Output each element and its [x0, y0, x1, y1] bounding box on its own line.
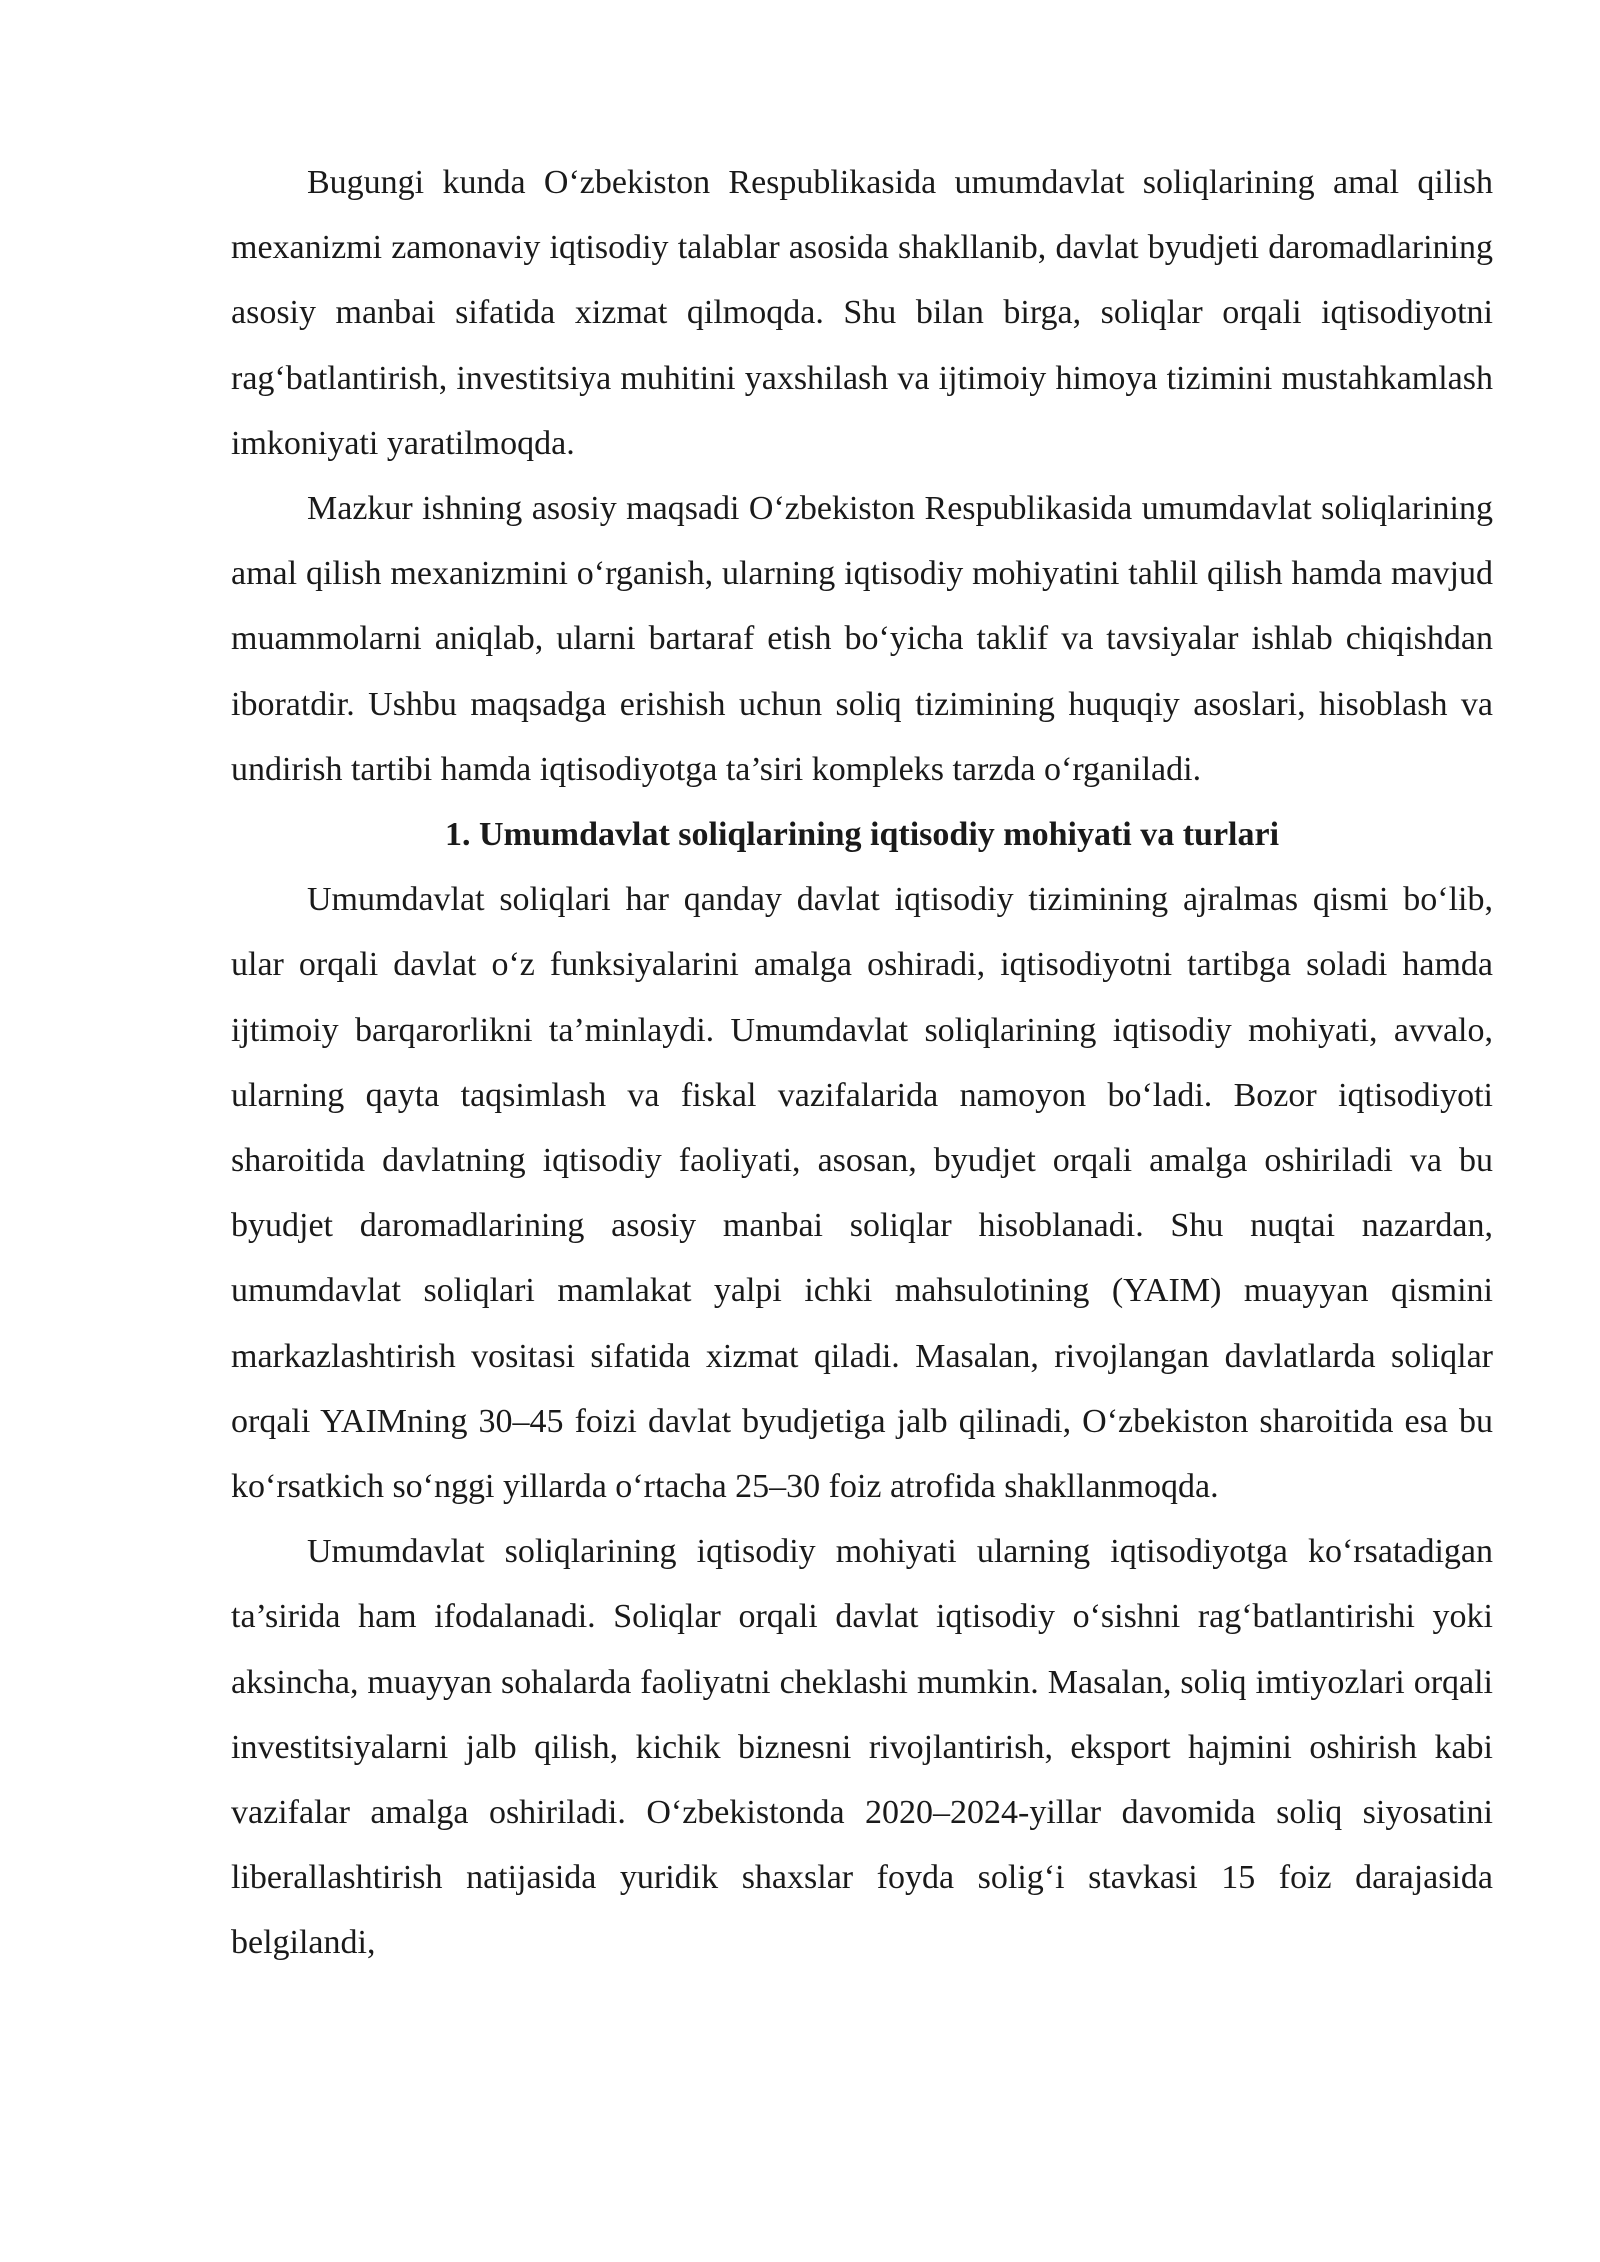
section-heading: 1. Umumdavlat soliqlarining iqtisodiy mohiyati va turlari — [444, 816, 1280, 854]
paragraph-intro-1: Bugungi kunda O‘zbekiston Respublikasida umumdavlat soliqlarining amal qilish mexanizmi zamonaviy iqtisodiy talablar asosida shakllanib, davlat byudjeti daromadlarining asosiy manbai sifatida xizmat qilmoqda. Shu bilan birga, soliqlar orqali iqtisodiyotni rag‘batlantirish, investitsiya muhitini yaxshilash va ijtimoiy himoya tizimini mustahkamlash imkoniyati yaratilmoqda. — [231, 164, 1493, 462]
paragraph-section-2: Umumdavlat soliqlarining iqtisodiy mohiyati ularning iqtisodiyotga ko‘rsatadigan ta’sirida ham ifodalanadi. Soliqlar orqali davlat iqtisodiy o‘sishni rag‘batlantirishi yoki aksincha, muayyan sohalarda faoliyatni cheklashi mumkin. Masalan, soliq imtiyozlari orqali investitsiyalarni jalb qilish, kichik biznesni rivojlantirish, eksport hajmini oshirish kabi vazifalar amalga oshiriladi. O‘zbekistonda 2020–2024-yillar davomida soliq siyosatini liberallashtirish natijasida yuridik shaxslar foyda solig‘i stavkasi 15 foiz darajasida belgilandi, — [231, 1533, 1493, 1962]
paragraph-section-1: Umumdavlat soliqlari har qanday davlat iqtisodiy tizimining ajralmas qismi bo‘lib, ular orqali davlat o‘z funksiyalarini amalga oshiradi, iqtisodiyotni tartibga soladi hamda ijtimoiy barqarorlikni ta’minlaydi. Umumdavlat soliqlarining iqtisodiy mohiyati, avvalo, ularning qayta taqsimlash va fiskal vazifalarida namoyon bo‘ladi. Bozor iqtisodiyoti sharoitida davlatning iqtisodiy faoliyati, asosan, byudjet orqali amalga oshiriladi va bu byudjet daromadlarining asosiy manbai soliqlar hisoblanadi. Shu nuqtai nazardan, umumdavlat soliqlari mamlakat yalpi ichki mahsulotining (YAIM) muayyan qismini markazlashtirish vositasi sifatida xizmat qiladi. Masalan, rivojlangan davlatlarda soliqlar orqali YAIMning 30–45 foizi davlat byudjetiga jalb qilinadi, O‘zbekiston sharoitida esa bu ko‘rsatkich so‘nggi yillarda o‘rtacha 25–30 foiz atrofida shakllanmoqda. — [231, 881, 1493, 1506]
paragraph-intro-2: Mazkur ishning asosiy maqsadi O‘zbekiston Respublikasida umumdavlat soliqlarining amal qilish mexanizmini o‘rganish, ularning iqtisodiy mohiyatini tahlil qilish hamda mavjud muammolarni aniqlab, ularni bartaraf etish bo‘yicha taklif va tavsiyalar ishlab chiqishdan iboratdir. Ushbu maqsadga erishish uchun soliq tizimining huquqiy asoslari, hisoblash va undirish tartibi hamda iqtisodiyotga ta’siri kompleks tarzda o‘rganiladi. — [231, 490, 1493, 788]
document-page — [231, 150, 1493, 1976]
